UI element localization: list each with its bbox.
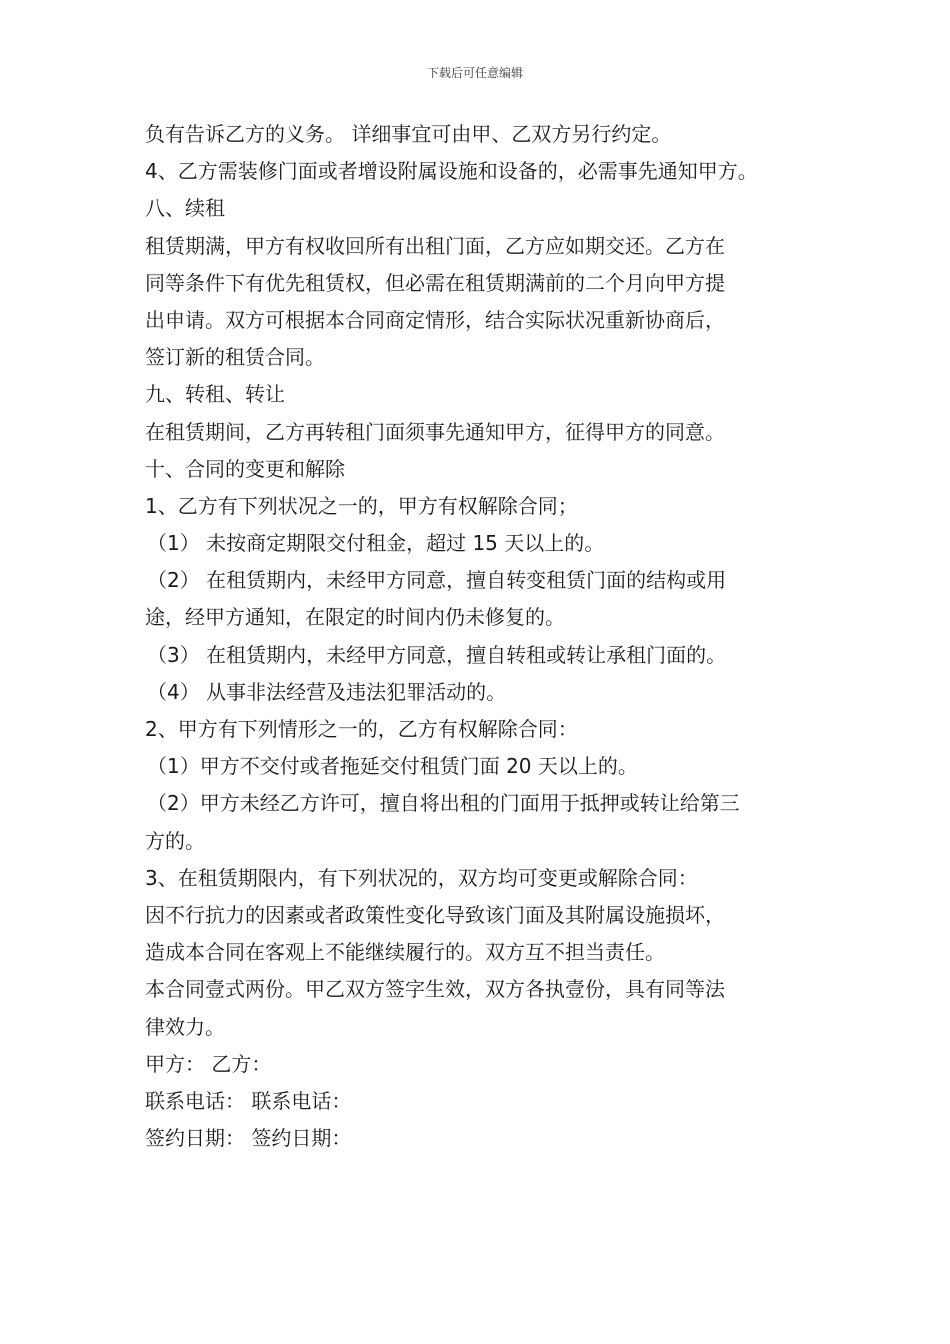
page-header-note: 下载后可任意编辑 <box>426 66 523 80</box>
list-item: （1）甲方不交付或者拖延交付租赁门面 20 天以上的。 <box>147 754 638 779</box>
signature-date-line: 签约日期： 签约日期： <box>145 1126 352 1151</box>
paragraph-line: 2、甲方有下列情形之一的，乙方有权解除合同： <box>145 717 578 741</box>
list-item: （2）甲方未经乙方许可，擅自将出租的门面用于抵押或转让给第三 <box>147 791 740 816</box>
signature-parties-line: 甲方： 乙方： <box>145 1051 272 1076</box>
signature-phone-line: 联系电话： 联系电话： <box>145 1088 352 1113</box>
paragraph-line: 租赁期满，甲方有权收回所有出租门面，乙方应如期交还。乙方在 <box>145 233 725 258</box>
paragraph-line: 在租赁期间，乙方再转租门面须事先通知甲方，征得甲方的同意。 <box>145 419 725 444</box>
list-item: （1） 未按商定期限交付租金，超过 15 天以上的。 <box>147 531 605 556</box>
paragraph-line: 造成本合同在客观上不能继续履行的。双方互不担当责任。 <box>145 940 665 965</box>
section-heading: 九、转租、转让 <box>145 382 285 407</box>
list-item: （4） 从事非法经营及违法犯罪活动的。 <box>147 679 507 704</box>
paragraph-line: 4、乙方需装修门面或者增设附属设施和设备的，必需事先通知甲方。 <box>145 159 758 184</box>
paragraph-line: 途，经甲方通知，在限定的时间内仍未修复的。 <box>145 605 565 630</box>
paragraph-line: 本合同壹式两份。甲乙双方签字生效，双方各执壹份，具有同等法 <box>145 977 725 1002</box>
paragraph-line: 律效力。 <box>145 1014 225 1039</box>
paragraph-line: 同等条件下有优先租赁权，但必需在租赁期满前的二个月向甲方提 <box>145 270 725 295</box>
list-item: （2） 在租赁期内，未经甲方同意，擅自转变租赁门面的结构或用 <box>147 568 727 593</box>
section-heading: 十、合同的变更和解除 <box>145 456 345 481</box>
paragraph-line: 3、在租赁期限内，有下列状况的，双方均可变更或解除合同： <box>145 865 698 890</box>
paragraph-line: 负有告诉乙方的义务。 详细事宜可由甲、乙双方另行约定。 <box>145 122 672 146</box>
paragraph-line: 出申请。双方可根据本合同商定情形，结合实际状况重新协商后， <box>145 307 725 332</box>
paragraph-line: 签订新的租赁合同。 <box>145 345 325 370</box>
paragraph-line: 方的。 <box>145 828 205 853</box>
list-item: （3） 在租赁期内，未经甲方同意，擅自转租或转让承租门面的。 <box>147 642 727 667</box>
section-heading: 八、续租 <box>145 196 225 221</box>
paragraph-line: 因不行抗力的因素或者政策性变化导致该门面及其附属设施损坏， <box>145 902 725 927</box>
contract-body <box>145 116 845 1157</box>
paragraph-line: 1、乙方有下列状况之一的，甲方有权解除合同； <box>145 493 578 518</box>
